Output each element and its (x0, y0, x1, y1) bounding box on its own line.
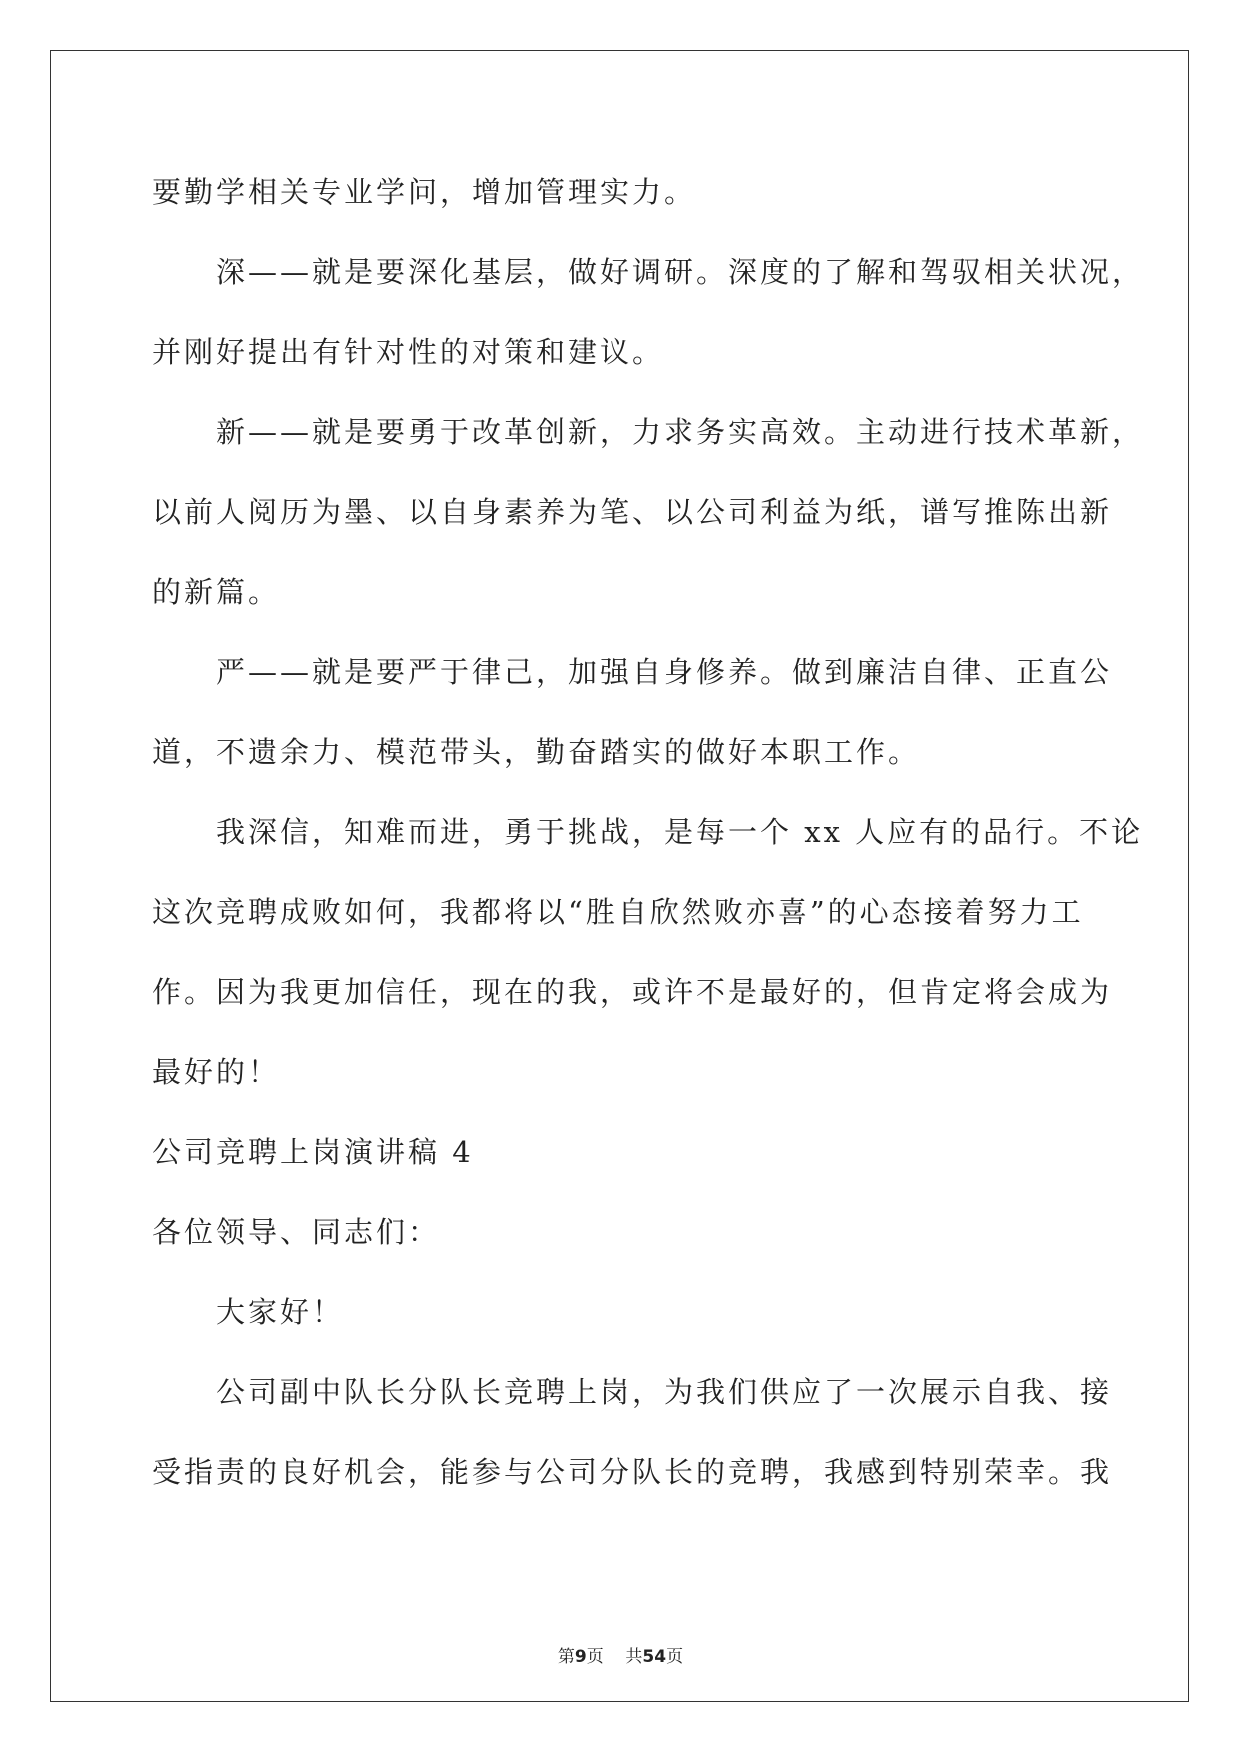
greeting: 大家好！ (152, 1295, 345, 1329)
text-line: 以前人阅历为墨、以自身素养为笔、以公司利益为纸，谱写推陈出新 (152, 495, 1113, 529)
text-line: 严——就是要严于律己，加强自身修养。做到廉洁自律、正直公 (152, 655, 1113, 689)
text-line: 要勤学相关专业学问，增加管理实力。 (152, 175, 697, 209)
text-line: 我深信，知难而进，勇于挑战，是每一个 xx 人应有的品行。不论 (152, 815, 1144, 849)
text-line: 这次竞聘成败如何，我都将以“胜自欣然败亦喜”的心态接着努力工 (152, 895, 1084, 929)
text-line: 作。因为我更加信任，现在的我，或许不是最好的，但肯定将会成为 (152, 975, 1113, 1009)
section-heading: 公司竞聘上岗演讲稿 4 (152, 1135, 474, 1169)
text-line: 受指责的良好机会，能参与公司分队长的竞聘，我感到特别荣幸。我 (152, 1455, 1113, 1489)
text-line: 深——就是要深化基层，做好调研。深度的了解和驾驭相关状况， (152, 255, 1145, 289)
text-line: 新——就是要勇于改革创新，力求务实高效。主动进行技术革新， (152, 415, 1145, 449)
salutation: 各位领导、同志们： (152, 1215, 441, 1249)
page-footer (0, 1645, 1241, 1669)
text-line: 的新篇。 (152, 575, 281, 609)
text-line: 道，不遗余力、模范带头，勤奋踏实的做好本职工作。 (152, 735, 921, 769)
text-line: 并刚好提出有针对性的对策和建议。 (152, 335, 665, 369)
page-number: 9 (574, 1647, 587, 1667)
page-suffix: 页 (586, 1647, 604, 1667)
text-line: 公司副中队长分队长竞聘上岗，为我们供应了一次展示自我、接 (152, 1375, 1113, 1409)
page-prefix: 第 (557, 1647, 575, 1667)
total-pages: 54 (642, 1647, 667, 1667)
total-prefix: 共 (625, 1647, 643, 1667)
text-line: 最好的！ (152, 1055, 281, 1089)
total-suffix: 页 (666, 1647, 684, 1667)
